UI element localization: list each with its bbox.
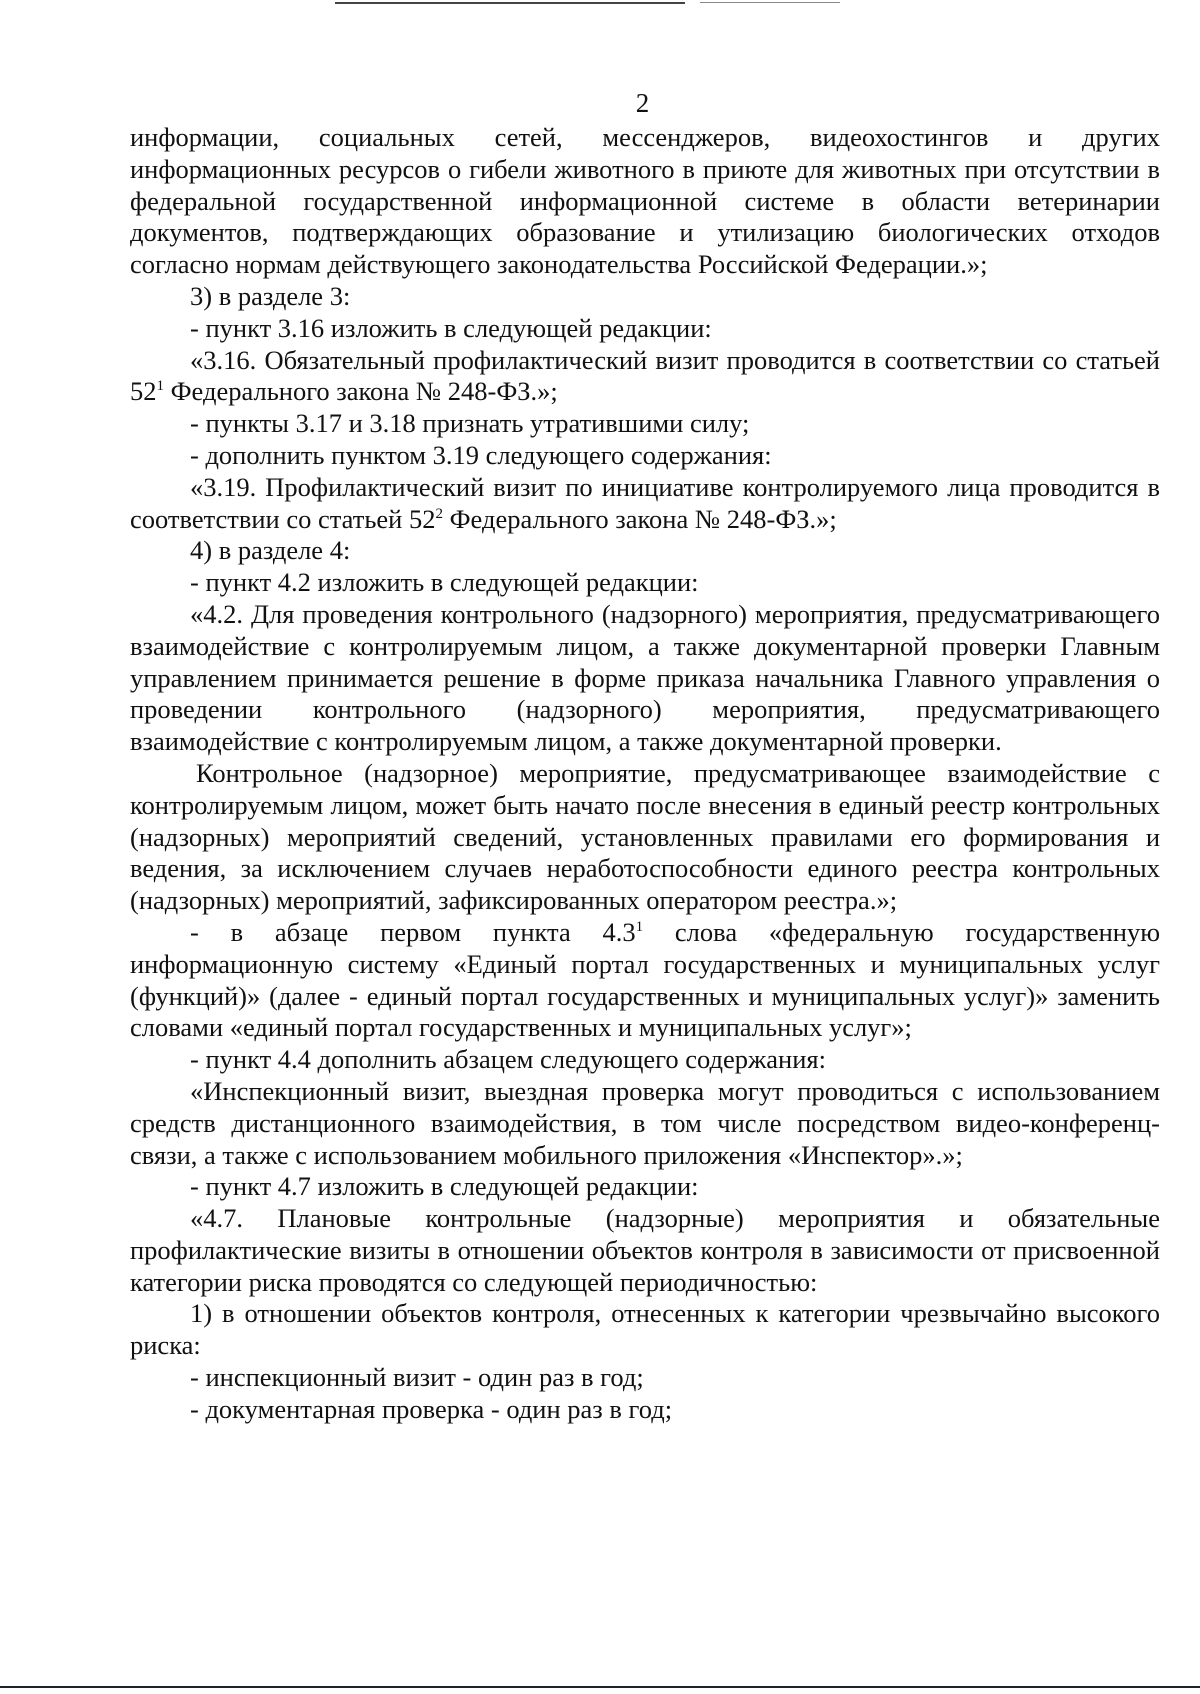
bottom-edge-line — [0, 1686, 1200, 1688]
paragraph-add-3-19: - дополнить пунктом 3.19 следующего содержания: — [190, 439, 772, 470]
document-body — [130, 122, 1160, 1426]
paragraph-quote-3-16 — [130, 345, 1160, 409]
page-number: 2 — [635, 88, 650, 118]
paragraph-item-3-16: - пункт 3.16 изложить в следующей редакции: — [190, 312, 712, 343]
text-segment: - в абзаце первом пункта 4.3 — [190, 916, 636, 947]
top-edge-line — [335, 2, 685, 4]
paragraph-quote-4-2: «4.2. Для проведения контрольного (надзорного) мероприятия, предусматривающего взаимодействие с контролируемым лицом, а также документарной проверки Главным управлением принимается решение в форме приказа начальника Главного управления о проведении контрольного (надзорного) мероприятия, предусматривающего взаимодействие с контролируемым лицом, а также документарной проверки. — [130, 598, 1160, 757]
paragraph-item-4-3-1 — [130, 917, 1160, 1044]
text-segment: слова «федеральную государственную информационную систему «Единый портал государственных и муниципальных услуг (функций)» (далее - единый портал государственных и муниципальных услуг)» заменить словами «единый портал государственных и муниципальных услуг»; — [130, 916, 1160, 1043]
superscript: 1 — [635, 919, 644, 936]
paragraph-items-3-17-3-18: - пункты 3.17 и 3.18 признать утратившими силу; — [190, 408, 750, 439]
text-segment: «3.16. Обязательный профилактический визит проводится в соответствии со статьей 52 — [130, 344, 1160, 407]
top-edge-line-secondary — [700, 2, 840, 3]
paragraph-section-3: 3) в разделе 3: — [190, 280, 351, 311]
paragraph-item-4-2: - пункт 4.2 изложить в следующей редакции: — [190, 567, 699, 598]
paragraph-inspection-visit: - инспекционный визит - один раз в год; — [190, 1362, 644, 1393]
superscript: 2 — [435, 505, 443, 522]
paragraph-item-4-4: - пункт 4.4 дополнить абзацем следующего содержания: — [190, 1044, 826, 1075]
paragraph-quote-3-19 — [130, 472, 1160, 536]
paragraph-section-4: 4) в разделе 4: — [190, 535, 351, 566]
paragraph-documentary-check: - документарная проверка - один раз в год; — [190, 1393, 673, 1424]
paragraph-quote-4-7: «4.7. Плановые контрольные (надзорные) мероприятия и обязательные профилактические визиты в отношении объектов контроля в зависимости от присвоенной категории риска проводятся со следующей периодичностью: — [130, 1203, 1160, 1297]
paragraph-quote-4-4: «Инспекционный визит, выездная проверка могут проводиться с использованием средств дистанционного взаимодействия, в том числе посредством видео-конференц-связи, а также с использованием мобильного приложения «Инспектор».»; — [130, 1075, 1160, 1170]
text-segment: Федерального закона № 248-ФЗ.»; — [164, 376, 558, 407]
text-segment: Федерального закона № 248-ФЗ.»; — [442, 503, 837, 534]
text-segment: «3.19. Профилактический визит по инициативе контролируемого лица проводится в соответствии со статьей 52 — [130, 471, 1160, 534]
paragraph-intro: информации, социальных сетей, мессенджеров, видеохостингов и других информационных ресурсов о гибели животного в приюте для животных при отсутствии в федеральной государственной информационной системе в области ветеринарии документов, подтверждающих образование и утилизацию биологических отходов согласно нормам действующего законодательства Российской Федерации.»; — [130, 122, 1160, 280]
paragraph-item-4-7: - пункт 4.7 изложить в следующей редакции: — [190, 1171, 699, 1202]
superscript: 1 — [156, 378, 164, 395]
paragraph-control-event: Контрольное (надзорное) мероприятие, предусматривающее взаимодействие с контролируемым лицом, может быть начато после внесения в единый реестр контрольных (надзорных) мероприятий сведений, установленных правилами его формирования и ведения, за исключением случаев неработоспособности единого реестра контрольных (надзорных) мероприятий, зафиксированных оператором реестра.»; — [130, 757, 1160, 916]
paragraph-category-extreme: 1) в отношении объектов контроля, отнесенных к категории чрезвычайно высокого риска: — [130, 1298, 1160, 1361]
